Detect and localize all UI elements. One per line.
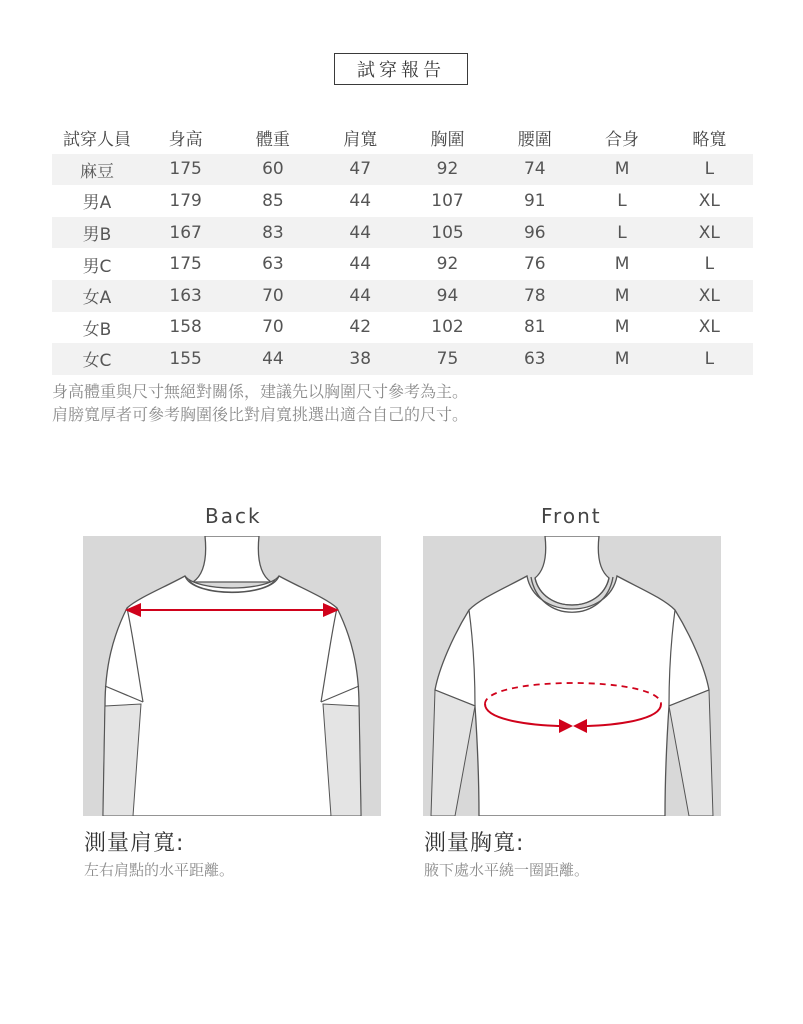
header-fit: 合身 — [605, 130, 640, 151]
cell-waist: 91 — [523, 190, 546, 211]
cell-waist: 76 — [523, 254, 546, 275]
cell-chest: 75 — [436, 348, 459, 369]
cell-loose: L — [704, 159, 715, 180]
cell-tester: 女A — [82, 288, 112, 309]
front-measure-title: 測量胸寬: — [424, 831, 525, 856]
header-weight: 體重 — [255, 130, 290, 151]
cell-chest: 92 — [436, 159, 459, 180]
table-header-row — [52, 122, 753, 154]
cell-shoulder: 44 — [349, 190, 372, 211]
fitting-table — [52, 122, 753, 375]
cell-loose: L — [704, 254, 715, 275]
cell-fit: L — [617, 222, 627, 243]
cell-weight: 85 — [262, 190, 284, 211]
front-shirt-illustration — [423, 536, 721, 816]
cell-fit: M — [614, 317, 630, 338]
back-shirt-illustration — [83, 536, 381, 816]
cell-loose: XL — [698, 285, 720, 306]
cell-chest: 94 — [436, 285, 459, 306]
cell-fit: M — [614, 285, 630, 306]
table-row — [52, 154, 753, 186]
cell-shoulder: 44 — [349, 285, 372, 306]
back-view-label: Back — [205, 504, 262, 528]
cell-height: 155 — [169, 348, 202, 369]
cell-tester: 男A — [82, 193, 112, 214]
cell-weight: 70 — [262, 317, 284, 338]
cell-fit: M — [614, 254, 630, 275]
cell-waist: 81 — [523, 317, 546, 338]
size-notes — [52, 380, 468, 426]
cell-weight: 83 — [262, 222, 284, 243]
header-tester: 試穿人員 — [63, 130, 131, 151]
cell-height: 163 — [169, 285, 202, 306]
cell-shoulder: 44 — [349, 254, 372, 275]
header-chest: 胸圍 — [430, 130, 465, 151]
cell-tester: 男B — [82, 225, 112, 246]
cell-fit: M — [614, 159, 630, 180]
cell-weight: 60 — [262, 159, 284, 180]
cell-height: 175 — [169, 159, 202, 180]
cell-waist: 78 — [523, 285, 546, 306]
table-row — [52, 280, 753, 312]
cell-shoulder: 42 — [349, 317, 372, 338]
cell-shoulder: 44 — [349, 222, 372, 243]
table-row — [52, 217, 753, 249]
back-measure-title: 測量肩寬: — [84, 831, 185, 856]
cell-loose: L — [704, 348, 715, 369]
cell-chest: 105 — [431, 222, 464, 243]
cell-fit: M — [614, 348, 630, 369]
cell-shoulder: 47 — [349, 159, 372, 180]
front-measure-desc: 腋下處水平繞一圈距離。 — [424, 861, 590, 879]
cell-tester: 女C — [82, 351, 112, 372]
cell-fit: L — [617, 190, 627, 211]
cell-waist: 74 — [523, 159, 546, 180]
cell-shoulder: 38 — [349, 348, 372, 369]
cell-height: 167 — [169, 222, 202, 243]
cell-weight: 63 — [262, 254, 284, 275]
cell-loose: XL — [698, 222, 720, 243]
cell-weight: 44 — [262, 348, 284, 369]
cell-loose: XL — [698, 317, 720, 338]
header-height: 身高 — [168, 130, 203, 151]
cell-waist: 96 — [523, 222, 546, 243]
table-row — [52, 312, 753, 344]
cell-tester: 麻豆 — [80, 161, 114, 182]
cell-chest: 102 — [431, 317, 464, 338]
header-loose: 略寬 — [692, 130, 727, 151]
cell-height: 175 — [169, 254, 202, 275]
cell-chest: 92 — [436, 254, 459, 275]
cell-waist: 63 — [523, 348, 546, 369]
cell-loose: XL — [698, 190, 720, 211]
back-measure-desc: 左右肩點的水平距離。 — [84, 861, 235, 879]
cell-height: 179 — [169, 190, 202, 211]
table-row — [52, 248, 753, 280]
front-view-label: Front — [541, 504, 602, 528]
report-title: 試穿報告 — [334, 53, 468, 85]
cell-weight: 70 — [262, 285, 284, 306]
cell-chest: 107 — [431, 190, 464, 211]
note-line: 肩膀寬厚者可參考胸圍後比對肩寬挑選出適合自己的尺寸。 — [52, 405, 469, 424]
header-waist: 腰圍 — [517, 130, 552, 151]
note-line: 身高體重與尺寸無絕對關係，建議先以胸圍尺寸參考為主。 — [52, 382, 469, 401]
header-shoulder: 肩寬 — [343, 130, 378, 151]
table-row — [52, 343, 753, 375]
table-row — [52, 185, 753, 217]
cell-height: 158 — [169, 317, 202, 338]
cell-tester: 男C — [82, 256, 112, 277]
cell-tester: 女B — [82, 319, 112, 340]
